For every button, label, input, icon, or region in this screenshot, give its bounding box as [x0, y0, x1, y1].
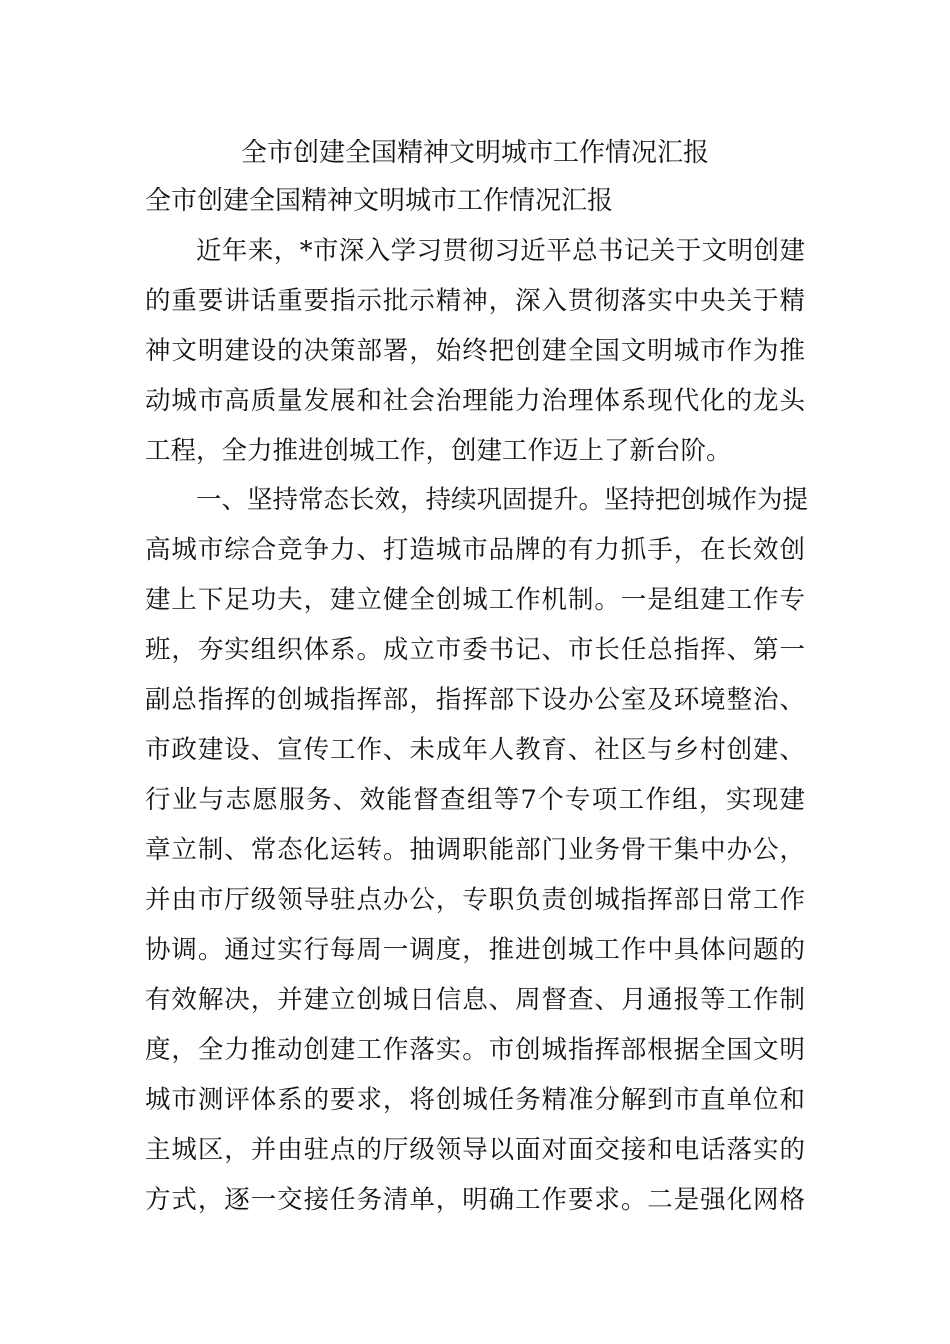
- paragraph-intro: [145, 226, 805, 476]
- paragraph-line: 近年来，*市深入学习贯彻习近平总书记关于文明创建: [196, 236, 805, 266]
- paragraph-line: 方式，逐一交接任务清单，明确工作要求。二是强化网格: [145, 1185, 805, 1215]
- paragraph-line: 并由市厅级领导驻点办公，专职负责创城指挥部日常工作: [145, 885, 805, 915]
- paragraph-line: 一、坚持常态长效，持续巩固提升。坚持把创城作为提: [196, 485, 809, 515]
- paragraph-line: 市政建设、宣传工作、未成年人教育、社区与乡村创建、: [145, 735, 805, 765]
- paragraph-line: 的重要讲话重要指示批示精神，深入贯彻落实中央关于精: [145, 286, 805, 316]
- paragraph-line: 建上下足功夫，建立健全创城工作机制。一是组建工作专: [145, 585, 805, 615]
- paragraph-line: 工程，全力推进创城工作，创建工作迈上了新台阶。: [145, 436, 732, 466]
- paragraph-line: 主城区，并由驻点的厅级领导以面对面交接和电话落实的: [145, 1135, 805, 1165]
- paragraph-section-one: [145, 475, 809, 1225]
- paragraph-line: 行业与志愿服务、效能督查组等7个专项工作组，实现建: [145, 785, 805, 815]
- paragraph-line: 动城市高质量发展和社会治理能力治理体系现代化的龙头: [145, 386, 805, 416]
- document-title: 全市创建全国精神文明城市工作情况汇报: [240, 138, 709, 168]
- paragraph-line: 城市测评体系的要求，将创城任务精准分解到市直单位和: [145, 1085, 805, 1115]
- paragraph-line: 副总指挥的创城指挥部，指挥部下设办公室及环境整治、: [145, 685, 805, 715]
- paragraph-line: 度，全力推动创建工作落实。市创城指挥部根据全国文明: [145, 1035, 805, 1065]
- paragraph-line: 神文明建设的决策部署，始终把创建全国文明城市作为推: [145, 336, 805, 366]
- paragraph-line: 有效解决，并建立创城日信息、周督查、月通报等工作制: [145, 985, 805, 1015]
- paragraph-line: 协调。通过实行每周一调度，推进创城工作中具体问题的: [145, 935, 805, 965]
- paragraph-line: 班，夯实组织体系。成立市委书记、市长任总指挥、第一: [145, 635, 805, 665]
- paragraph-line: 章立制、常态化运转。抽调职能部门业务骨干集中办公，: [145, 835, 805, 865]
- paragraph-line: 高城市综合竞争力、打造城市品牌的有力抓手，在长效创: [145, 535, 805, 565]
- document-subtitle: 全市创建全国精神文明城市工作情况汇报: [145, 186, 614, 216]
